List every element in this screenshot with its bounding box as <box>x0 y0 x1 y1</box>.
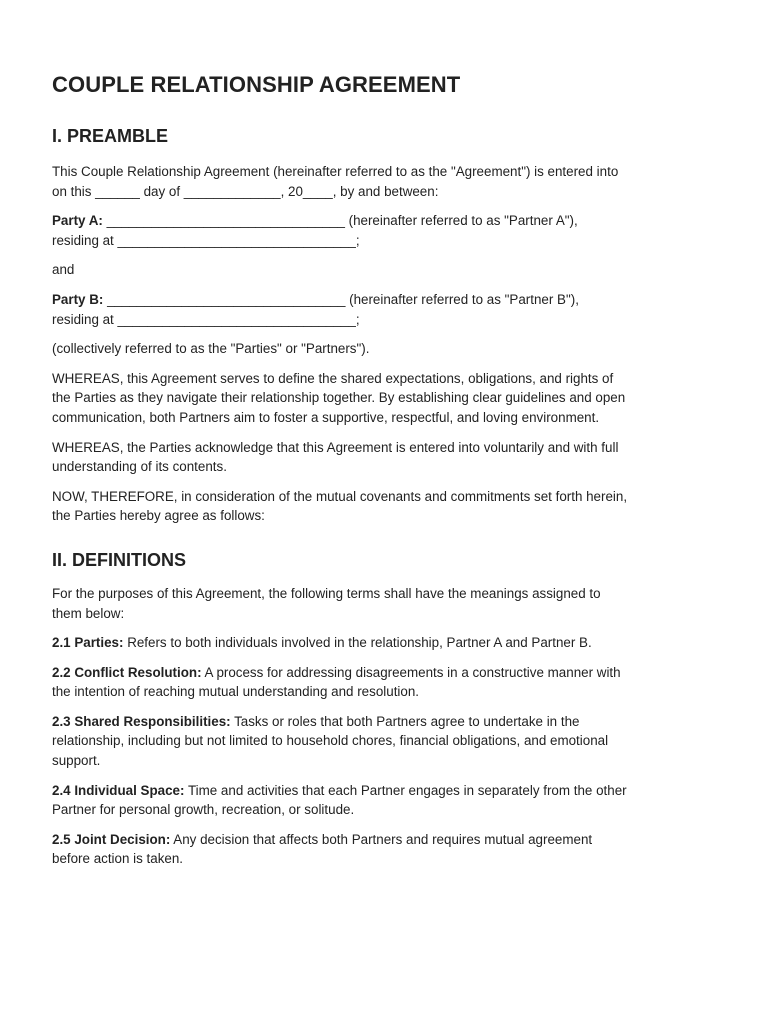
definitions-heading: II. DEFINITIONS <box>52 549 187 570</box>
definition-text: A process for addressing disagreements in a constructive manner with <box>201 664 621 680</box>
party-b-residence: residing at ________________________________; <box>52 311 360 327</box>
party-b-paragraph <box>52 290 720 329</box>
definition-term: 2.2 Conflict Resolution: <box>52 664 202 680</box>
definition-item-conflict-resolution <box>52 663 720 702</box>
document-title: COUPLE RELATIONSHIP AGREEMENT <box>52 72 461 97</box>
now-line2: the Parties hereby agree as follows: <box>52 508 265 524</box>
whereas-paragraph-1 <box>52 369 720 428</box>
whereas1-line2: the Parties as they navigate their relationship together. By establishing clear guidelines and open <box>52 390 626 406</box>
definition-text: Tasks or roles that both Partners agree to undertake in the <box>230 713 580 729</box>
whereas2-line1: WHEREAS, the Parties acknowledge that this Agreement is entered into voluntarily and with full <box>52 439 619 455</box>
preamble-intro <box>52 162 720 201</box>
definition-term: 2.3 Shared Responsibilities: <box>52 713 231 729</box>
definition-term: 2.1 Parties: <box>52 635 124 651</box>
definition-text-continued: support. <box>52 753 101 769</box>
definition-text: Any decision that affects both Partners and requires mutual agreement <box>170 831 593 847</box>
party-b-line1: ________________________________ (hereinafter referred to as "Partner B"), <box>103 291 579 307</box>
whereas1-line3: communication, both Partners aim to foster a supportive, respectful, and loving environment. <box>52 409 600 425</box>
definition-item-parties <box>52 633 720 653</box>
definition-item-shared-responsibilities <box>52 712 720 771</box>
now-therefore-paragraph <box>52 487 720 526</box>
definition-item-joint-decision <box>52 830 720 869</box>
now-line1: NOW, THEREFORE, in consideration of the mutual covenants and commitments set forth herein, <box>52 488 628 504</box>
definitions-intro-line2: them below: <box>52 605 125 621</box>
collective-reference: (collectively referred to as the "Parties" or "Partners"). <box>52 341 370 357</box>
definition-text-continued: the intention of reaching mutual understanding and resolution. <box>52 684 420 700</box>
whereas2-line2: understanding of its contents. <box>52 459 227 475</box>
and-text: and <box>52 262 75 278</box>
preamble-heading: I. PREAMBLE <box>52 126 169 146</box>
definition-text-continued: relationship, including but not limited to household chores, financial obligations, and emotional <box>52 733 609 749</box>
preamble-intro-line1: This Couple Relationship Agreement (hereinafter referred to as the "Agreement") is entered into <box>52 164 619 179</box>
party-a-line1: ________________________________ (hereinafter referred to as "Partner A"), <box>102 213 578 229</box>
party-b-label: Party B: <box>52 291 104 307</box>
definition-text: Time and activities that each Partner engages in separately from the other <box>184 782 627 798</box>
definitions-intro-line1: For the purposes of this Agreement, the following terms shall have the meanings assigned to <box>52 585 601 601</box>
definition-term: 2.4 Individual Space: <box>52 782 185 798</box>
definition-term: 2.5 Joint Decision: <box>52 831 171 847</box>
party-a-residence: residing at ________________________________; <box>52 232 360 248</box>
definitions-intro <box>52 584 720 623</box>
definition-text: Refers to both individuals involved in the relationship, Partner A and Partner B. <box>123 635 592 651</box>
definition-item-individual-space <box>52 781 720 820</box>
preamble-intro-line2: on this ______ day of _____________, 20____, by and between: <box>52 183 439 199</box>
whereas1-line1: WHEREAS, this Agreement serves to define the shared expectations, obligations, and rights of <box>52 370 614 386</box>
whereas-paragraph-2 <box>52 438 720 477</box>
definition-text-continued: before action is taken. <box>52 851 184 867</box>
definition-text-continued: Partner for personal growth, recreation, or solitude. <box>52 802 355 818</box>
party-a-label: Party A: <box>52 213 103 229</box>
party-a-paragraph <box>52 211 720 250</box>
